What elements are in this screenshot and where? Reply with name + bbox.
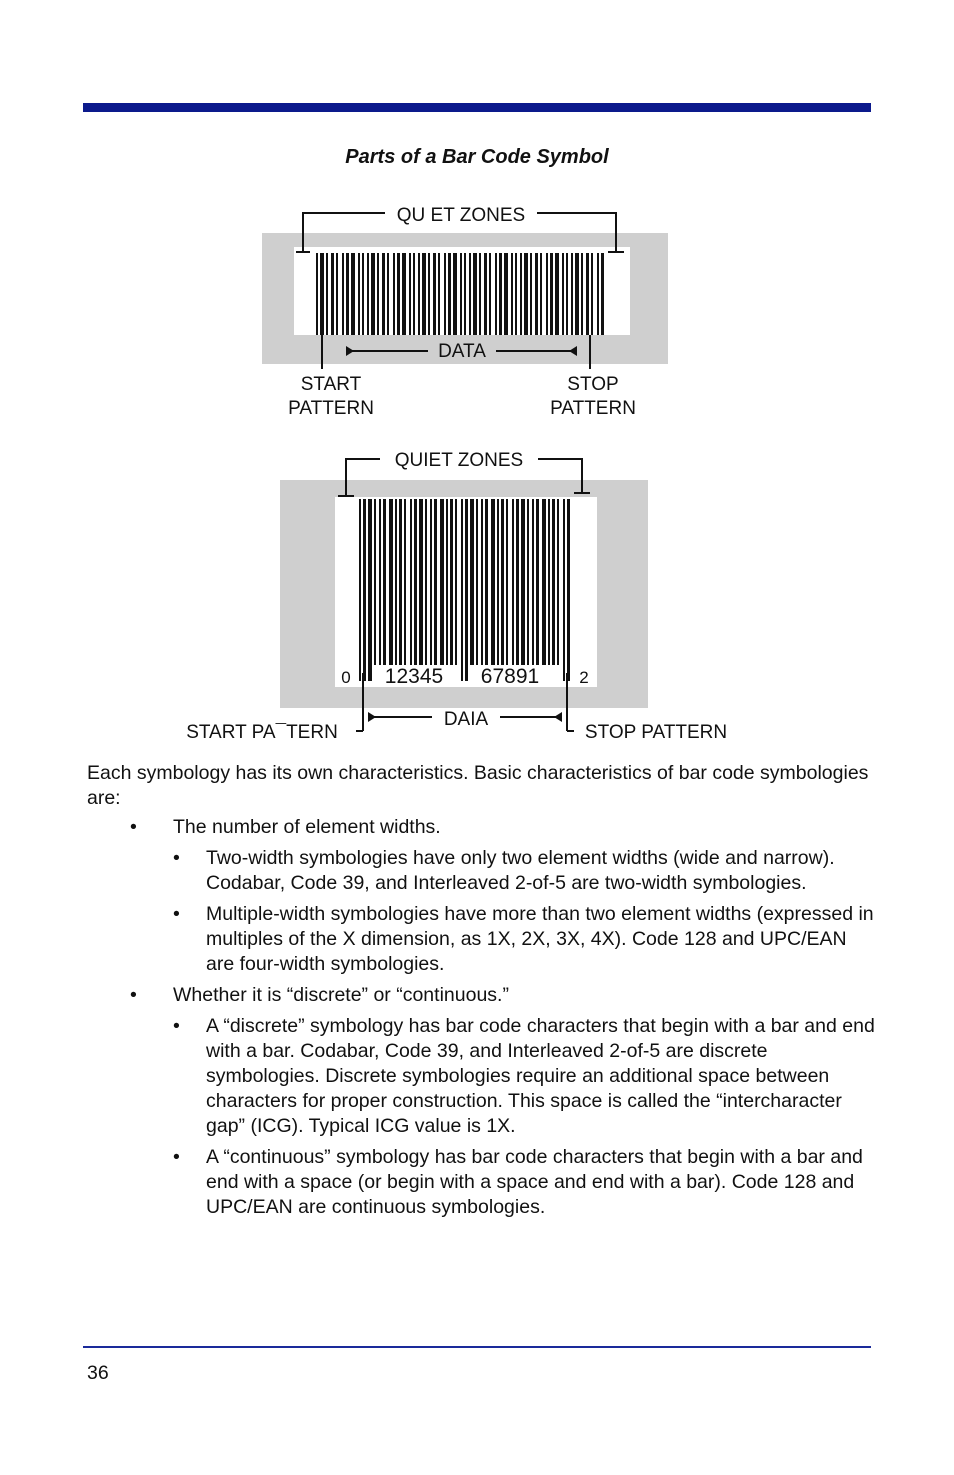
barcode-bar (371, 253, 375, 335)
barcode-bar (550, 253, 553, 335)
barcode-bar (567, 499, 570, 681)
barcode-bar (409, 253, 411, 335)
barcode-bar (481, 499, 483, 665)
barcode-bar (383, 499, 386, 665)
barcode-bar (367, 253, 369, 335)
barcode-bar (346, 253, 349, 335)
barcode-bar (395, 499, 397, 665)
barcode-bar (419, 499, 423, 665)
sub-list-item: • A “discrete” symbology has bar code characters that begin with a bar and end with a bar. Codabar, Code 39, and Interleaved 2-of-5 are discrete symbologies. Discrete symbologies require an additional space between characters for proper construction. This space is called the “intercharacter gap” (ICG). Typical ICG value is 1X. (173, 1014, 877, 1139)
barcode-bar (540, 253, 542, 335)
bottom-quiet-zones-label: QUIET ZONES (394, 450, 524, 471)
barcode-bar (362, 253, 364, 335)
barcode-bar (516, 499, 519, 665)
barcode-bar (418, 253, 420, 335)
barcode-bar (382, 253, 385, 335)
barcode-bar (440, 499, 444, 665)
bottom-start-pattern-label: START PA¯TERN (186, 722, 338, 743)
bottom-digits-left-group: 12345 (384, 665, 444, 688)
barcode-bar (430, 499, 432, 665)
barcode-bar (410, 499, 412, 665)
bottom-data-label: DAIA (443, 709, 489, 730)
top-barcode-diagram (262, 205, 668, 419)
barcode-bar (359, 499, 361, 681)
barcode-bar (491, 499, 495, 665)
header-rule (83, 103, 871, 112)
barcode-bar (446, 499, 448, 665)
barcode-bar (511, 253, 513, 335)
barcode-bar (320, 253, 324, 335)
figure-title: Parts of a Bar Code Symbol (345, 146, 609, 168)
barcode-bar (464, 253, 466, 335)
barcode-bar (542, 499, 546, 665)
barcode-bar (342, 253, 344, 335)
barcode-bar (524, 253, 528, 335)
barcode-bar (336, 253, 338, 335)
list-item (87, 983, 877, 1220)
barcode-bar (461, 499, 463, 681)
barcode-bar (351, 253, 355, 335)
barcode-bar (326, 253, 328, 335)
barcode-bar (566, 253, 568, 335)
bottom-digit-right: 2 (579, 668, 589, 687)
list-item (87, 815, 877, 977)
barcode-bar (555, 253, 559, 335)
barcode-bar (331, 253, 334, 335)
barcode-bar (460, 253, 462, 335)
barcode-bar (444, 253, 446, 335)
barcode-bar (548, 499, 550, 665)
sub-list (173, 1014, 877, 1220)
footer-rule (83, 1346, 871, 1348)
top-stop-label-2: PATTERN (550, 398, 636, 419)
barcode-bar (402, 253, 406, 335)
barcode-bar (476, 499, 478, 665)
barcode-bar (433, 253, 436, 335)
barcode-bar (450, 499, 453, 665)
barcode-bar (597, 253, 599, 335)
top-start-label-2: PATTERN (288, 398, 374, 419)
sub-list (173, 846, 877, 977)
barcode-bar (389, 499, 393, 665)
barcode-bar (377, 253, 379, 335)
barcode-bar (546, 253, 548, 335)
barcode-bar (581, 253, 583, 335)
barcode-bar (497, 499, 499, 665)
sub-list-item: • Two-width symbologies have only two element widths (wide and narrow). Codabar, Code 39, and Interleaved 2-of-5 are two-width symbologies. (173, 846, 877, 896)
top-start-label-1: START (300, 374, 362, 395)
barcode-bar (469, 253, 471, 335)
barcode-bar (563, 499, 565, 681)
barcode-bar (575, 253, 579, 335)
barcode-bar (379, 499, 381, 665)
top-stop-label-1: STOP (567, 374, 619, 395)
barcode-bar (515, 253, 517, 335)
barcode-bar (397, 253, 400, 335)
barcode-bar (586, 253, 589, 335)
bottom-digits-right-group: 67891 (480, 665, 540, 688)
barcode-bar (527, 499, 529, 665)
bottom-digit-left: 0 (341, 668, 351, 687)
characteristics-list (87, 815, 877, 1220)
barcode-bar (428, 253, 430, 335)
barcode-bar (453, 253, 457, 335)
barcode-bar (479, 253, 481, 335)
barcode-bar (506, 499, 508, 665)
barcode-bar (387, 253, 389, 335)
barcode-bar (316, 253, 318, 335)
list-item-text: • Whether it is “discrete” or “continuous.” (173, 984, 509, 1006)
barcode-bar (434, 499, 437, 665)
body-text (87, 761, 877, 1226)
barcode-bar (552, 499, 555, 665)
bottom-stop-pattern-label: STOP PATTERN (584, 722, 728, 743)
barcode-bar (368, 499, 372, 681)
barcode-bar (404, 499, 406, 665)
sub-list-item: • A “continuous” symbology has bar code characters that begin with a bar and end with a space (or begin with a space and end with a bar). Code 128 and UPC/EAN are continuous symbologies. (173, 1145, 877, 1220)
barcode-bar (414, 499, 417, 665)
barcode-bar (571, 253, 573, 335)
top-data-label: DATA (438, 341, 486, 362)
barcode-bar (473, 253, 477, 335)
barcode-bar (530, 253, 532, 335)
barcode-bar (470, 499, 474, 665)
barcode-bar (495, 253, 497, 335)
barcode-bar (374, 499, 376, 665)
barcode-bar (562, 253, 564, 335)
intro-paragraph: Each symbology has its own characteristics. Basic characteristics of bar code symbologies are: (87, 762, 869, 809)
barcode-bar (501, 499, 504, 665)
barcode-bar (601, 253, 604, 335)
barcode-bar (499, 253, 502, 335)
sub-list-item: • Multiple-width symbologies have more than two element widths (expressed in multiples of the X dimension, as 1X, 2X, 3X, 4X). Code 128 and UPC/EAN are four-width symbologies. (173, 902, 877, 977)
barcode-bar (438, 253, 440, 335)
barcode-bar (489, 253, 491, 335)
barcode-bar (455, 499, 457, 665)
barcode-bar (557, 499, 559, 665)
barcode-bar (425, 499, 427, 665)
barcode-figure (170, 195, 770, 750)
barcode-bar (393, 253, 395, 335)
list-item-text: • The number of element widths. (173, 816, 441, 838)
page-number: 36 (87, 1362, 109, 1384)
barcode-bar (512, 499, 514, 665)
barcode-bar (535, 253, 538, 335)
barcode-bar (532, 499, 534, 665)
barcode-bar (358, 253, 360, 335)
barcode-bar (422, 253, 426, 335)
barcode-bar (520, 253, 522, 335)
barcode-bar (591, 253, 593, 335)
barcode-bar (363, 499, 366, 681)
barcode-bar (399, 499, 402, 665)
barcode-bar (504, 253, 508, 335)
barcode-bar (521, 499, 525, 665)
bottom-barcode-diagram (186, 450, 727, 743)
top-quiet-zones-label: QU ET ZONES (396, 205, 526, 226)
barcode-bar (485, 499, 488, 665)
barcode-bar (465, 499, 468, 681)
barcode-bar (413, 253, 415, 335)
barcode-bar (448, 253, 451, 335)
barcode-bar (536, 499, 539, 665)
barcode-bar (484, 253, 487, 335)
